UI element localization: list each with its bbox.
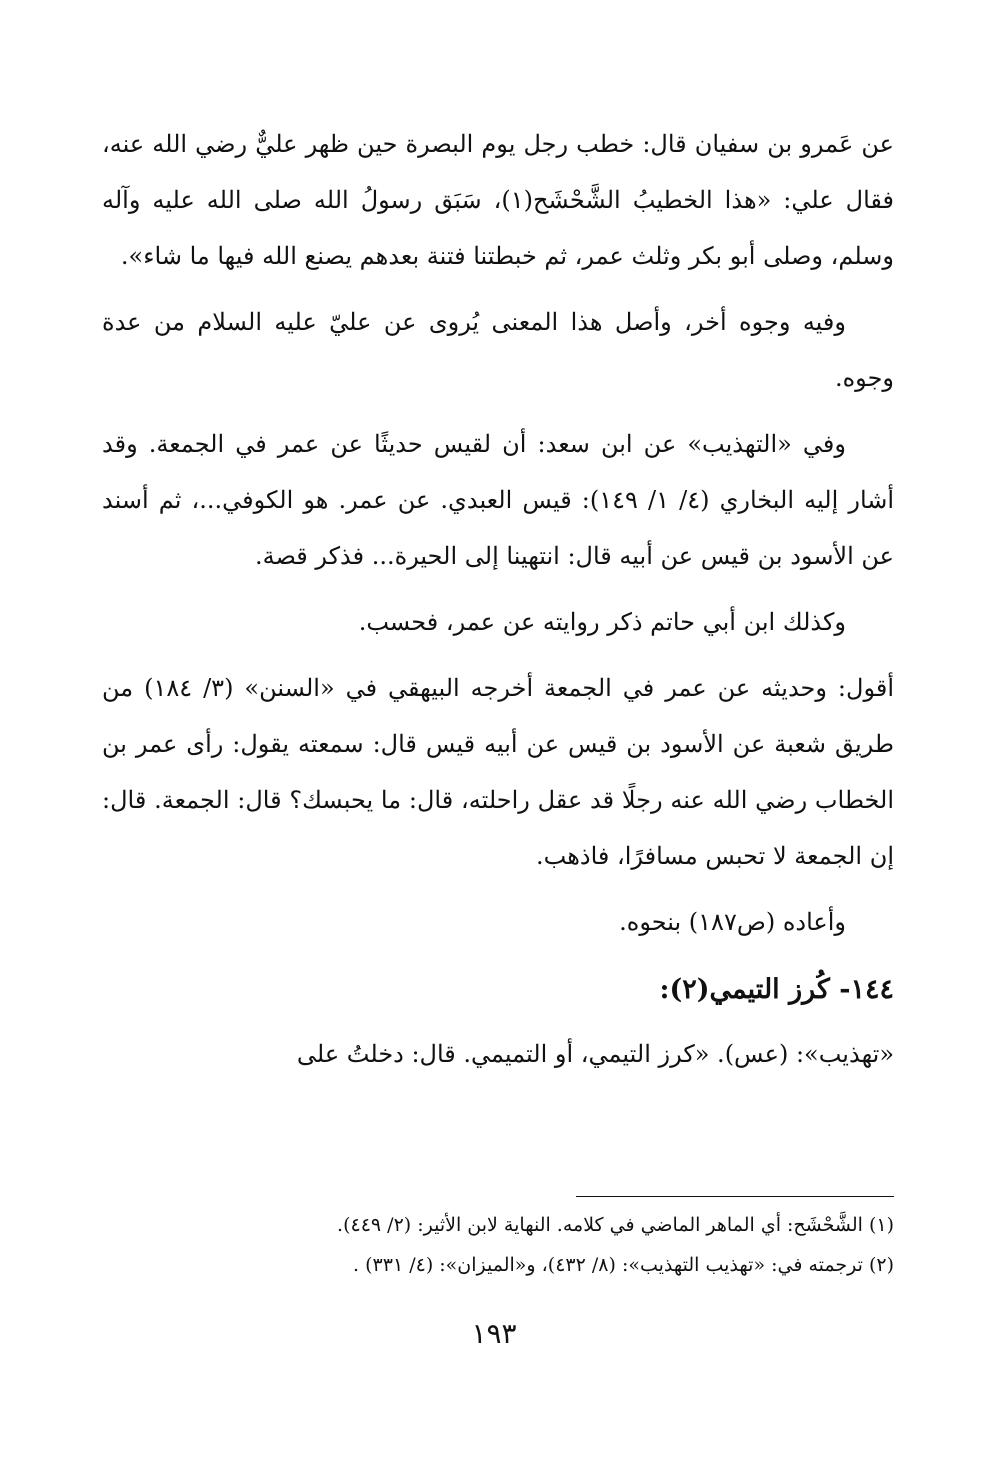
paragraph-2: وفيه وجوه أخر، وأصل هذا المعنى يُروى عن عليّ عليه السلام من عدة وجوه.	[102, 308, 894, 392]
paragraph-4: وكذلك ابن أبي حاتم ذكر روايته عن عمر، فحسب.	[358, 608, 846, 636]
footnote-divider	[576, 1196, 894, 1197]
footnote-2: (٢) ترجمته في: «تهذيب التهذيب»: (٨/ ٤٣٢)، و«الميزان»: (٤/ ٣٣١) .	[353, 1254, 894, 1276]
page-number: ١٩٣	[471, 1317, 517, 1350]
page-body	[102, 116, 894, 1092]
section-heading: ١٤٤- كُرز التيمي(٢):	[659, 974, 894, 1005]
paragraph-3: وفي «التهذيب» عن ابن سعد: أن لقيس حديثًا عن عمر في الجمعة. وقد أشار إليه البخاري (٤/ ١/ ١٤٩): قيس العبدي. عن عمر. هو الكوفي...، ثم أسند عن الأسود بن قيس عن أبيه قال: انتهينا إلى الحيرة... فذكر قصة.	[102, 430, 895, 570]
paragraph-5: أقول: وحديثه عن عمر في الجمعة أخرجه البيهقي في «السنن» (٣/ ١٨٤) من طريق شعبة عن الأسود بن قيس عن أبيه قيس قال: سمعته يقول: رأى عمر بن الخطاب رضي الله عنه رجلًا قد عقل راحلته، قال: ما يحبسك؟ قال: الجمعة. قال: إن الجمعة لا تحبس مسافرًا، فاذهب.	[102, 674, 894, 870]
paragraph-6: وأعاده (ص١٨٧) بنحوه.	[619, 908, 846, 936]
footnote-1: (١) الشَّحْشَح: أي الماهر الماضي في كلامه. النهاية لابن الأثير: (٢/ ٤٤٩).	[337, 1214, 894, 1236]
paragraph-1: عن عَمرو بن سفيان قال: خطب رجل يوم البصرة حين ظهر عليٌّ رضي الله عنه، فقال علي: «هذا الخطيبُ الشَّحْشَح(١)، سَبَق رسولُ الله صلى الله عليه وآله وسلم، وصلى أبو بكر وثلث عمر، ثم خبطتنا فتنة بعدهم يصنع الله فيها ما شاء».	[102, 130, 894, 270]
paragraph-7: «تهذيب»: (عس). «كرز التيمي، أو التميمي. قال: دخلتُ على	[296, 1040, 894, 1068]
footnotes	[102, 1196, 894, 1285]
